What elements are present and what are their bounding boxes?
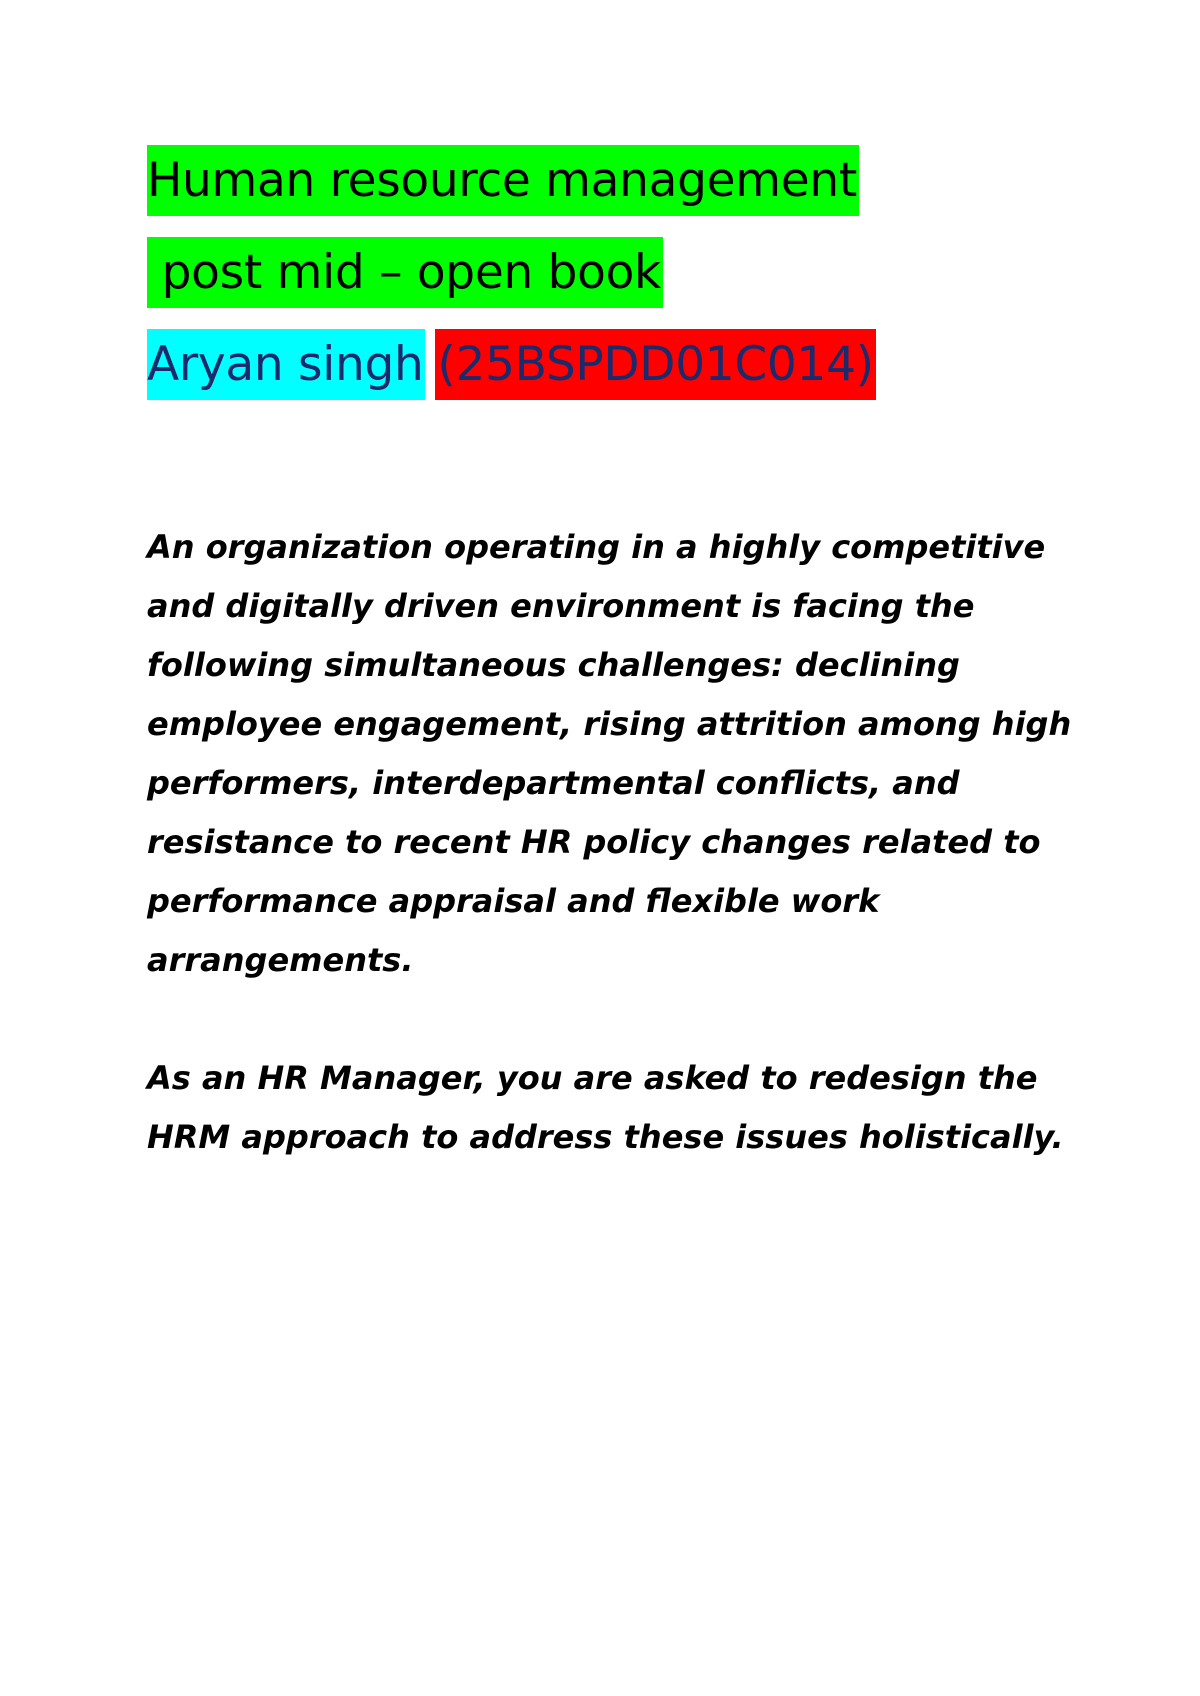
document-title: Human resource management <box>147 145 859 216</box>
question-paragraph-2: As an HR Manager, you are asked to redesign the HRM approach to address these issues holistically. <box>147 1059 1064 1156</box>
document-subtitle: post mid – open book <box>147 237 663 308</box>
question-paragraph-1: An organization operating in a highly competitive and digitally driven environment is facing the following simultaneous challenges: declining employee engagement, rising attrition among high performers, interdepartmental conflicts, and resistance to recent HR policy changes related to performance appraisal and flexible work arrangements. <box>147 528 1072 979</box>
student-id: (25BSPDD01C014) <box>435 329 875 400</box>
student-name: Aryan singh <box>147 329 425 400</box>
document-header <box>147 145 1097 421</box>
document-body <box>147 518 1077 1167</box>
subtitle-line <box>147 237 1097 329</box>
title-line <box>147 145 1097 237</box>
student-line <box>147 329 1097 421</box>
